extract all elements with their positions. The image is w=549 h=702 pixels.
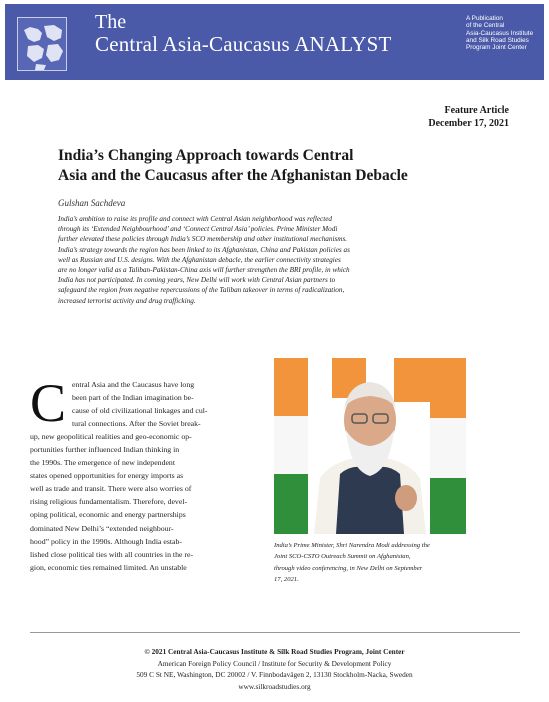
publisher-line: of the Central [466,22,505,30]
abstract-line: increased terrorist activity and drug trafficking. [58,296,196,305]
page-footer [0,646,549,692]
publisher-line: A Publication [466,15,503,22]
article-meta [428,104,509,130]
footer-copyright: © 2021 Central Asia-Caucasus Institute & Silk Road Studies Program, Joint Center [144,647,405,656]
article-author: Gulshan Sachdeva [58,198,126,208]
footer-organizations: American Foreign Policy Council / Institute for Security & Development Policy [157,658,392,668]
body-line: tural connections. After the Soviet break- [72,419,201,429]
article-photo [274,358,466,534]
article-body [30,373,260,574]
body-line: portunities further influenced Indian thinking in [30,445,180,455]
body-line: up, new geopolitical realities and geo-economic op- [30,432,192,442]
caption-line: 17, 2021. [274,575,299,583]
body-line: oping political, economic and energy partnerships [30,510,186,520]
body-line: the 1990s. The emergence of new independent [30,458,175,468]
article-type: Feature Article [444,105,509,116]
journal-logo-icon [17,17,67,71]
abstract-line: through its ‘Extended Neighbourhood’ and ‘Connect Central Asia’ policies. Prime Minister Modi [58,225,338,234]
body-line: entral Asia and the Caucasus have long [72,380,195,389]
article-title [58,146,498,186]
caption-line: Joint SCO-CSTO Outreach Summit on Afghanistan, [274,553,411,561]
abstract-line: are no longer valid as a Taliban-Pakistan-China axis will further strengthen the BRI profile, in which [58,266,350,275]
body-line: lished close political ties with all countries in the re- [30,549,194,559]
body-line: dominated New Delhi’s “extended neighbour- [30,523,174,533]
body-line: gion, economic ties remained limited. An unstable [30,562,187,572]
publisher-note [466,15,546,51]
footer-website-link[interactable]: www.silkroadstudies.org [238,681,311,691]
title-line: India’s Changing Approach towards Central [58,147,354,164]
caption-line: India’s Prime Minister, Shri Narendra Modi addressing the [274,542,430,549]
abstract-line: India has not participated. In coming years, New Delhi will work with Central Asian partners to [58,276,336,285]
abstract-line: well as Russian and U.S. designs. With the Afghanistan debacle, the earlier connectivity strategies [58,255,341,264]
publisher-line: and Silk Road Studies [466,36,529,44]
body-line: states opened opportunities for energy imports as [30,471,184,481]
journal-banner [5,4,544,80]
publisher-line: Program Joint Center [466,44,527,52]
publisher-line: Asia-Caucasus Institute [466,29,534,37]
journal-title: Central Asia-Caucasus ANALYST [95,32,392,56]
footer-divider [30,632,520,633]
abstract-line: further elevated these policies through India’s SCO membership and other institutional mechanisms. [58,235,348,244]
body-line: hood” policy in the 1990s. Although India estab- [30,536,183,546]
body-line: been part of the Indian imagination be- [72,393,194,403]
abstract-line: safeguard the region from negative repercussions of the Taliban takeover in terms of radicalization, [58,286,345,295]
drop-cap: C [30,373,67,433]
article-date: December 17, 2021 [428,118,509,129]
body-line: rising religious fundamentalism. Therefore, devel- [30,497,188,507]
article-abstract [58,214,498,306]
footer-addresses: 509 C St NE, Washington, DC 20002 / V. Finnbodavägen 2, 13130 Stockholm-Nacka, Sweden [136,670,413,679]
photo-caption [274,540,474,585]
journal-title-prefix: The [95,11,127,33]
body-line: cause of old civilizational linkages and cul- [72,406,208,416]
body-line: well as trade and transit. There were also worries of [30,484,192,494]
abstract-line: India’s strategy towards the region has been linked to its Afghanistan, China and Pakistan policies as [58,245,350,254]
abstract-line: India’s ambition to raise its profile and connect with Central Asian neighborhood was reflected [58,215,332,223]
title-line: Asia and the Caucasus after the Afghanistan Debacle [58,167,408,184]
caption-line: through video conferencing, in New Delhi on September [274,564,423,572]
